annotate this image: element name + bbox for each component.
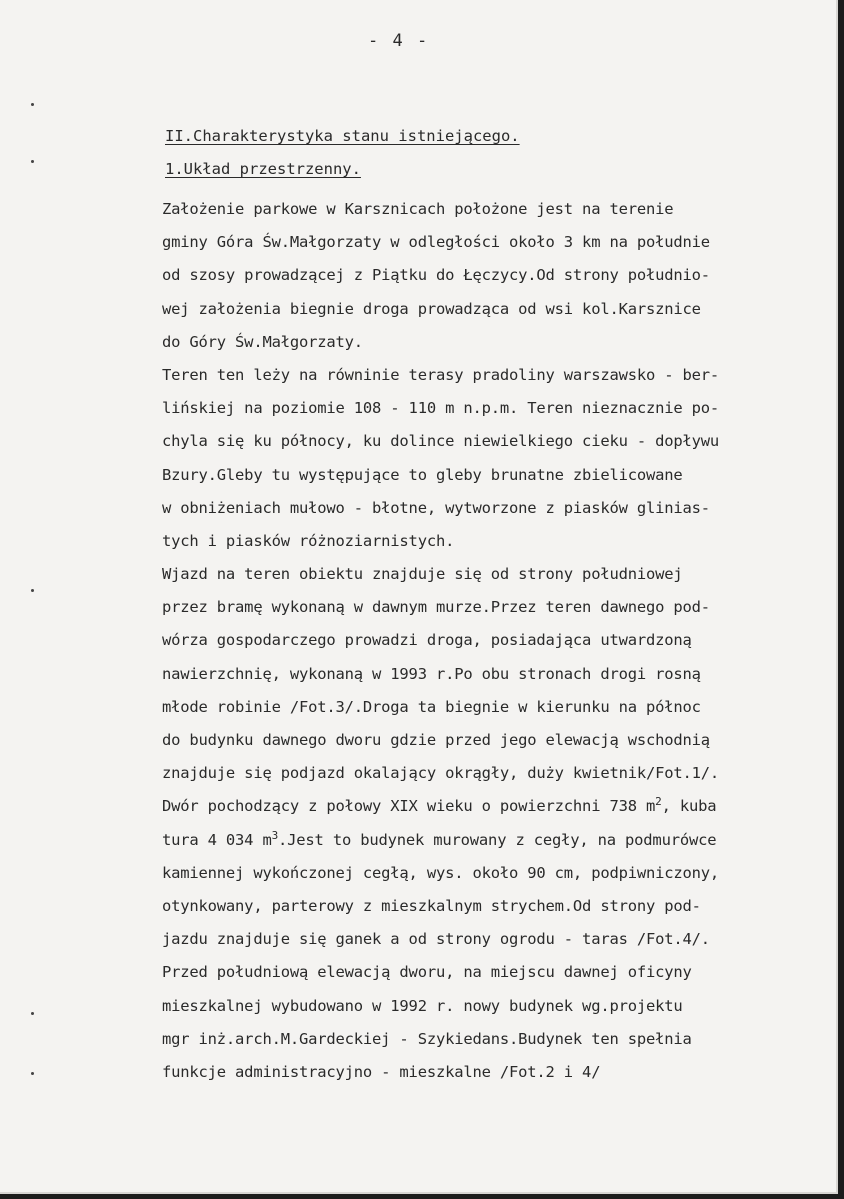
text-line: funkcje administracyjno - mieszkalne /Fot.2 i 4/ bbox=[162, 1062, 601, 1081]
text-segment: .Jest to budynek murowany z cegły, na podmurówce bbox=[278, 830, 717, 849]
text-line: tych i piasków różnoziarnistych. bbox=[162, 531, 455, 550]
binder-hole-mark bbox=[31, 1012, 34, 1015]
text-line bbox=[162, 824, 812, 857]
page-number: - 4 - bbox=[368, 31, 430, 51]
superscript-exponent: 2 bbox=[655, 795, 662, 809]
text-line: wórza gospodarczego prowadzi droga, posiadająca utwardzoną bbox=[162, 631, 692, 650]
text-line: otynkowany, parterowy z mieszkalnym strychem.Od strony pod- bbox=[162, 896, 701, 915]
text-line: nawierzchnię, wykonaną w 1993 r.Po obu stronach drogi rosną bbox=[162, 664, 701, 683]
text-line: młode robinie /Fot.3/.Droga ta biegnie w kierunku na północ bbox=[162, 697, 701, 716]
superscript-exponent: 3 bbox=[271, 828, 279, 842]
text-line: lińskiej na poziomie 108 - 110 m n.p.m. Teren nieznacznie po- bbox=[162, 399, 720, 418]
subsection-title: 1.Układ przestrzenny. bbox=[165, 160, 361, 178]
text-line: Wjazd na teren obiektu znajduje się od strony południowej bbox=[162, 565, 683, 584]
text-line: Założenie parkowe w Karsznicach położone jest na terenie bbox=[162, 200, 674, 218]
text-segment: Dwór pochodzący z połowy XIX wieku o powierzchni 738 m bbox=[162, 797, 656, 816]
section-title: II.Charakterystyka stanu istniejącego. bbox=[165, 127, 520, 145]
text-line: gminy Góra Św.Małgorzaty w odległości około 3 km na południe bbox=[162, 233, 710, 252]
text-segment: , kuba bbox=[661, 797, 717, 816]
body-text bbox=[162, 193, 812, 1089]
text-line: do Góry Św.Małgorzaty. bbox=[162, 332, 363, 351]
text-line: do budynku dawnego dworu gdzie przed jego elewacją wschodnią bbox=[162, 731, 710, 749]
text-line: kamiennej wykończonej cegłą, wys. około 90 cm, podpiwniczony, bbox=[162, 863, 720, 882]
text-line: od szosy prowadzącej z Piątku do Łęczycy.Od strony południo- bbox=[162, 266, 710, 285]
text-line: w obniżeniach mułowo - błotne, wytworzone z piasków glinias- bbox=[162, 498, 710, 517]
binder-hole-mark bbox=[31, 103, 34, 106]
text-line: chyla się ku północy, ku dolince niewielkiego cieku - dopływu bbox=[162, 432, 720, 451]
text-line: Teren ten leży na równinie terasy pradoliny warszawsko - ber- bbox=[162, 365, 720, 384]
text-line: wej założenia biegnie droga prowadząca od wsi kol.Karsznice bbox=[162, 299, 701, 318]
text-line: jazdu znajduje się ganek a od strony ogrodu - taras /Fot.4/. bbox=[162, 930, 710, 949]
binder-hole-mark bbox=[31, 160, 34, 163]
text-line bbox=[162, 790, 812, 823]
text-line: mgr inż.arch.M.Gardeckiej - Szykiedans.Budynek ten spełnia bbox=[162, 1029, 692, 1048]
text-line: mieszkalnej wybudowano w 1992 r. nowy budynek wg.projektu bbox=[162, 996, 683, 1015]
text-line: Przed południową elewacją dworu, na miejscu dawnej oficyny bbox=[162, 963, 692, 982]
text-line: Bzury.Gleby tu występujące to gleby brunatne zbielicowane bbox=[162, 465, 683, 484]
text-line: przez bramę wykonaną w dawnym murze.Przez teren dawnego pod- bbox=[162, 598, 710, 617]
binder-hole-mark bbox=[31, 589, 34, 592]
binder-hole-mark bbox=[31, 1072, 34, 1075]
text-segment: tura 4 034 m bbox=[162, 830, 272, 849]
text-line: znajduje się podjazd okalający okrągły, duży kwietnik/Fot.1/. bbox=[162, 764, 720, 783]
